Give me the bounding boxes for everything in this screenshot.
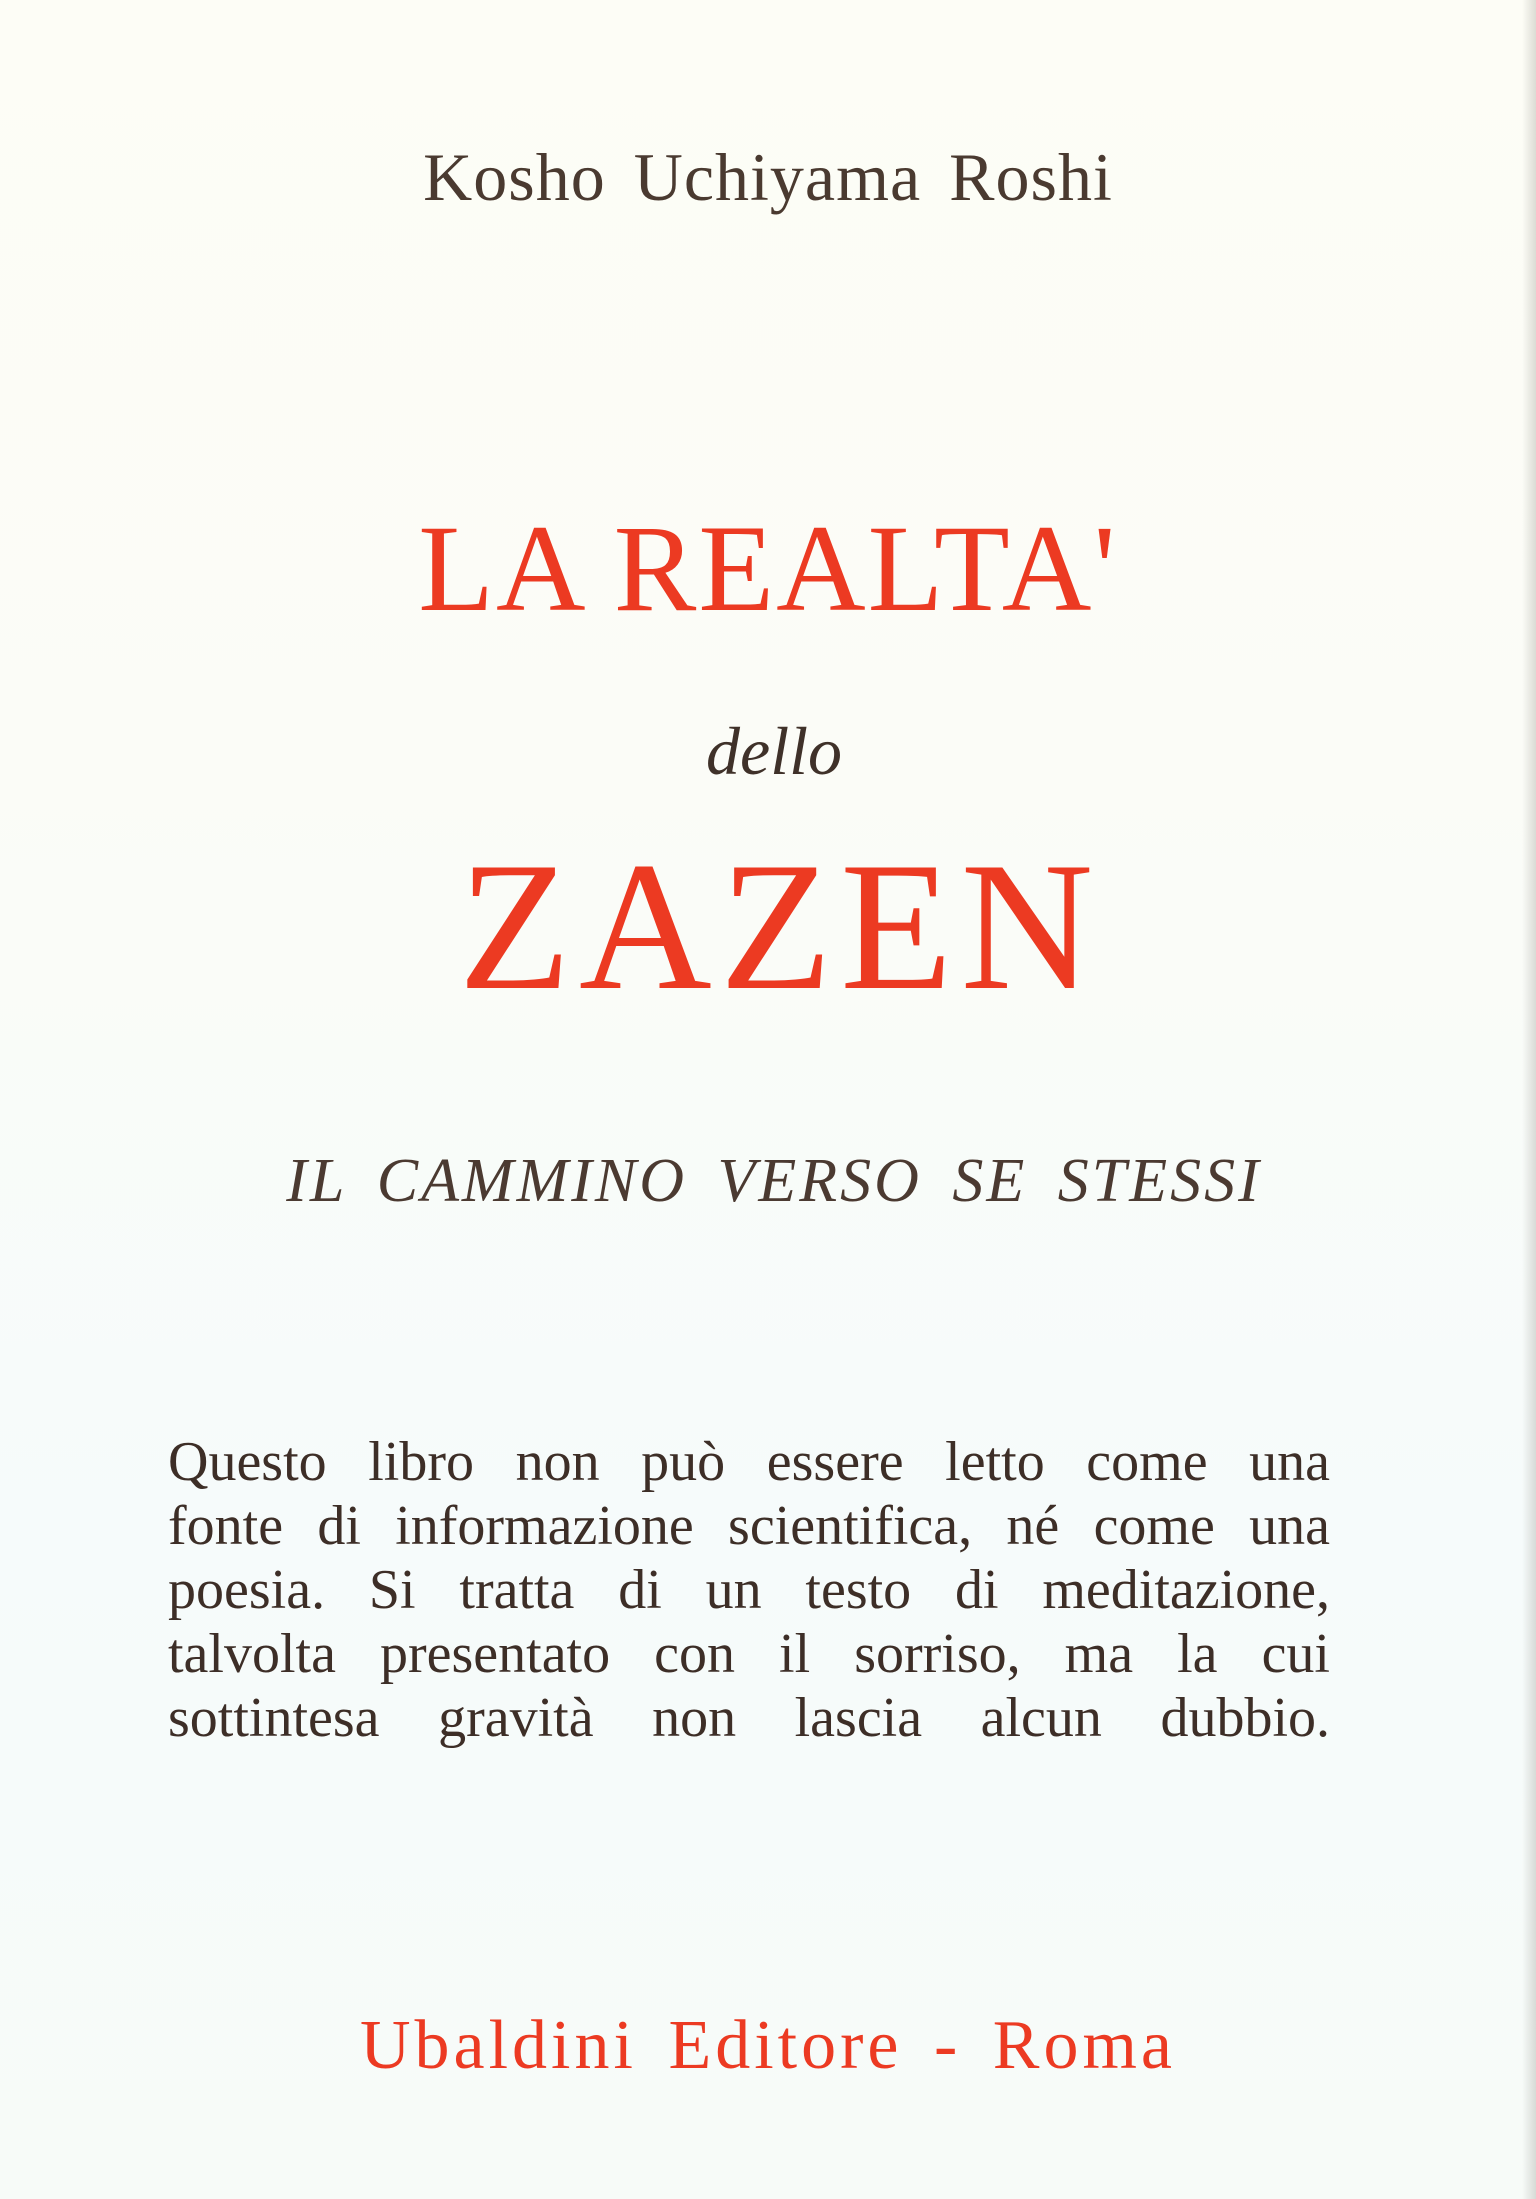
blurb-line: fonte di informazione scientifica, né come una — [168, 1495, 1330, 1557]
title-line-dello: dello — [706, 713, 842, 789]
cover-blurb — [168, 1430, 1330, 1750]
blurb-line: sottintesa gravità non lascia alcun dubbio. — [168, 1687, 1330, 1749]
blurb-line: talvolta presentato con il sorriso, ma la cui — [168, 1623, 1330, 1685]
page-edge-shadow — [1522, 0, 1536, 2199]
publisher-imprint: Ubaldini Editore - Roma — [359, 2007, 1177, 2084]
author-name: Kosho Uchiyama Roshi — [423, 139, 1113, 215]
title-line-zazen: ZAZEN — [458, 824, 1102, 1028]
subtitle: IL CAMMINO VERSO SE STESSI — [286, 1147, 1262, 1215]
blurb-line: poesia. Si tratta di un testo di meditazione, — [168, 1559, 1330, 1621]
title-line-realta: LA REALTA' — [418, 500, 1118, 637]
blurb-line: Questo libro non può essere letto come una — [168, 1431, 1330, 1493]
